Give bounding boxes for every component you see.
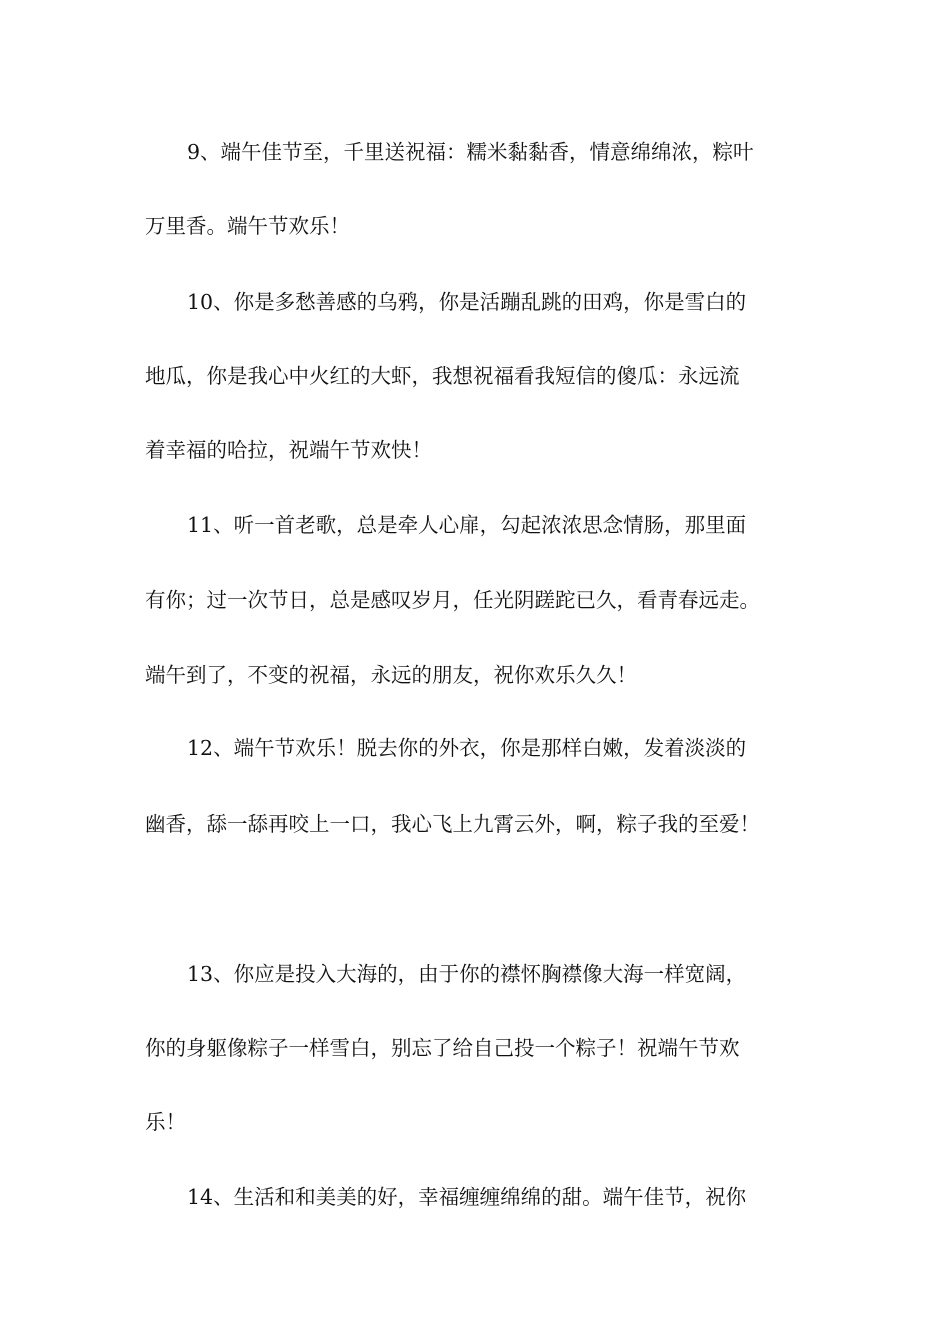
wish-13-line-2: 你的身躯像粽子一样雪白，别忘了给自己投一个粽子！祝端午节欢 [145,1036,740,1060]
wish-10-line-2: 地瓜，你是我心中火红的大虾，我想祝福看我短信的傻瓜：永远流 [145,364,740,388]
wish-13-line-3: 乐！ [145,1110,186,1134]
wish-9-line-1: 9、端午佳节至，千里送祝福：糯米黏黏香，情意绵绵浓，粽叶 [187,140,754,164]
wish-10-line-1: 10、你是多愁善感的乌鸦，你是活蹦乱跳的田鸡，你是雪白的 [187,290,747,314]
wish-11-line-3: 端午到了，不变的祝福，永远的朋友，祝你欢乐久久！ [145,663,637,687]
wish-12-line-2: 幽香，舔一舔再咬上一口，我心飞上九霄云外，啊，粽子我的至爱！ [145,812,760,836]
wish-11-line-2: 有你；过一次节日，总是感叹岁月，任光阴蹉跎已久，看青春远走。 [145,588,760,612]
wish-11-line-1: 11、听一首老歌，总是牵人心扉，勾起浓浓思念情肠，那里面 [187,513,747,537]
wish-10-line-3: 着幸福的哈拉，祝端午节欢快！ [145,438,432,462]
wish-14-line-1: 14、生活和和美美的好，幸福缠缠绵绵的甜。端午佳节，祝你 [187,1185,747,1209]
wish-9-line-2: 万里香。端午节欢乐！ [145,214,350,238]
wish-13-line-1: 13、你应是投入大海的，由于你的襟怀胸襟像大海一样宽阔， [187,962,747,986]
wish-12-line-1: 12、端午节欢乐！脱去你的外衣，你是那样白嫩，发着淡淡的 [187,736,747,760]
